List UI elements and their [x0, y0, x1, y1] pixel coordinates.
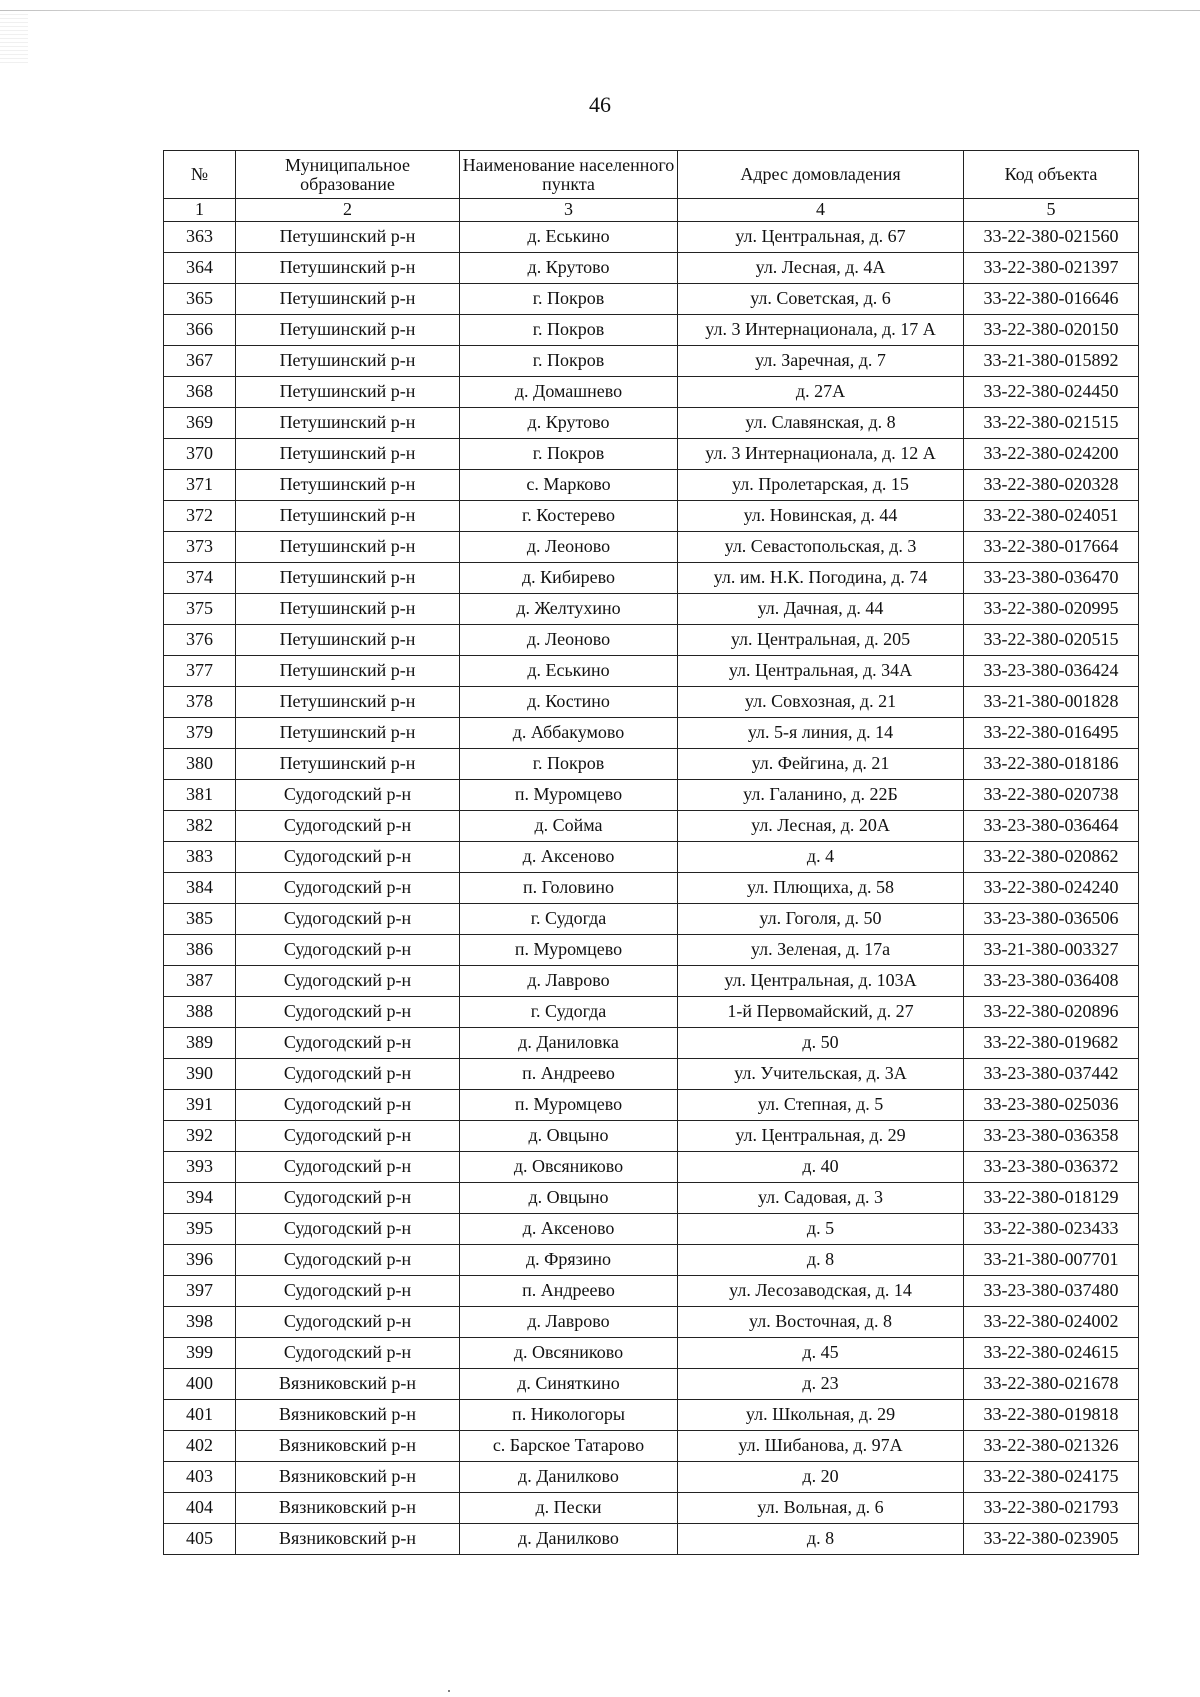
cell-address: д. 8	[678, 1524, 964, 1555]
cell-municipality: Петушинский р-н	[236, 408, 460, 439]
cell-settlement: д. Овцыно	[460, 1183, 678, 1214]
cell-settlement: д. Аксеново	[460, 842, 678, 873]
cell-address: ул. Плющиха, д. 58	[678, 873, 964, 904]
cell-municipality: Вязниковский р-н	[236, 1431, 460, 1462]
cell-number: 364	[164, 253, 236, 284]
cell-object-code: 33-22-380-019818	[964, 1400, 1139, 1431]
cell-object-code: 33-23-380-036506	[964, 904, 1139, 935]
cell-number: 390	[164, 1059, 236, 1090]
cell-municipality: Петушинский р-н	[236, 532, 460, 563]
cell-object-code: 33-22-380-018186	[964, 749, 1139, 780]
cell-object-code: 33-21-380-007701	[964, 1245, 1139, 1276]
cell-object-code: 33-23-380-036372	[964, 1152, 1139, 1183]
cell-address: 1-й Первомайский, д. 27	[678, 997, 964, 1028]
cell-municipality: Вязниковский р-н	[236, 1524, 460, 1555]
cell-address: ул. Лесная, д. 20А	[678, 811, 964, 842]
cell-address: ул. Совхозная, д. 21	[678, 687, 964, 718]
cell-address: д. 5	[678, 1214, 964, 1245]
cell-number: 401	[164, 1400, 236, 1431]
cell-address: ул. Школьная, д. 29	[678, 1400, 964, 1431]
table-row	[164, 1121, 1139, 1152]
cell-address: д. 40	[678, 1152, 964, 1183]
cell-number: 371	[164, 470, 236, 501]
table-row	[164, 1369, 1139, 1400]
cell-number: 383	[164, 842, 236, 873]
table-row	[164, 501, 1139, 532]
cell-municipality: Петушинский р-н	[236, 625, 460, 656]
cell-object-code: 33-23-380-025036	[964, 1090, 1139, 1121]
cell-municipality: Петушинский р-н	[236, 749, 460, 780]
cell-municipality: Вязниковский р-н	[236, 1493, 460, 1524]
cell-municipality: Петушинский р-н	[236, 687, 460, 718]
cell-settlement: г. Покров	[460, 749, 678, 780]
cell-number: 404	[164, 1493, 236, 1524]
cell-number: 378	[164, 687, 236, 718]
cell-settlement: д. Синяткино	[460, 1369, 678, 1400]
cell-number: 398	[164, 1307, 236, 1338]
cell-settlement: п. Андреево	[460, 1059, 678, 1090]
cell-object-code: 33-22-380-020896	[964, 997, 1139, 1028]
cell-object-code: 33-22-380-021793	[964, 1493, 1139, 1524]
cell-address: ул. Гоголя, д. 50	[678, 904, 964, 935]
cell-municipality: Судогодский р-н	[236, 842, 460, 873]
table-row	[164, 377, 1139, 408]
cell-address: ул. Центральная, д. 67	[678, 222, 964, 253]
table-row	[164, 749, 1139, 780]
cell-number: 365	[164, 284, 236, 315]
cell-object-code: 33-23-380-036424	[964, 656, 1139, 687]
column-number: 4	[678, 199, 964, 222]
cell-number: 368	[164, 377, 236, 408]
cell-municipality: Петушинский р-н	[236, 656, 460, 687]
cell-settlement: д. Овцыно	[460, 1121, 678, 1152]
cell-object-code: 33-22-380-020150	[964, 315, 1139, 346]
cell-settlement: д. Аксеново	[460, 1214, 678, 1245]
cell-number: 381	[164, 780, 236, 811]
cell-object-code: 33-23-380-037480	[964, 1276, 1139, 1307]
cell-municipality: Петушинский р-н	[236, 377, 460, 408]
cell-number: 395	[164, 1214, 236, 1245]
cell-municipality: Вязниковский р-н	[236, 1462, 460, 1493]
cell-municipality: Петушинский р-н	[236, 470, 460, 501]
scan-artifact	[0, 14, 28, 64]
table-row	[164, 873, 1139, 904]
cell-address: ул. Галанино, д. 22Б	[678, 780, 964, 811]
table-row	[164, 253, 1139, 284]
cell-settlement: д. Пески	[460, 1493, 678, 1524]
cell-number: 379	[164, 718, 236, 749]
table-row	[164, 1431, 1139, 1462]
cell-object-code: 33-22-380-020328	[964, 470, 1139, 501]
cell-municipality: Судогодский р-н	[236, 1059, 460, 1090]
cell-object-code: 33-23-380-036470	[964, 563, 1139, 594]
cell-settlement: д. Данилково	[460, 1524, 678, 1555]
page-number: 46	[589, 92, 611, 117]
cell-settlement: д. Еськино	[460, 656, 678, 687]
table-row	[164, 780, 1139, 811]
cell-settlement: д. Кибирево	[460, 563, 678, 594]
cell-municipality: Судогодский р-н	[236, 1338, 460, 1369]
table-row	[164, 1524, 1139, 1555]
cell-object-code: 33-22-380-017664	[964, 532, 1139, 563]
cell-object-code: 33-22-380-024200	[964, 439, 1139, 470]
cell-object-code: 33-22-380-024175	[964, 1462, 1139, 1493]
cell-number: 391	[164, 1090, 236, 1121]
cell-number: 375	[164, 594, 236, 625]
table-row	[164, 315, 1139, 346]
table-row	[164, 470, 1139, 501]
cell-address: ул. Вольная, д. 6	[678, 1493, 964, 1524]
cell-municipality: Петушинский р-н	[236, 501, 460, 532]
cell-number: 363	[164, 222, 236, 253]
cell-address: ул. 3 Интернационала, д. 12 А	[678, 439, 964, 470]
cell-settlement: г. Покров	[460, 315, 678, 346]
cell-settlement: д. Овсяниково	[460, 1152, 678, 1183]
cell-settlement: г. Покров	[460, 346, 678, 377]
table-row	[164, 284, 1139, 315]
cell-number: 380	[164, 749, 236, 780]
cell-number: 367	[164, 346, 236, 377]
cell-settlement: г. Судогда	[460, 997, 678, 1028]
column-number-row	[164, 199, 1139, 222]
cell-municipality: Петушинский р-н	[236, 315, 460, 346]
table-body	[164, 222, 1139, 1555]
cell-municipality: Петушинский р-н	[236, 346, 460, 377]
cell-municipality: Судогодский р-н	[236, 811, 460, 842]
cell-object-code: 33-21-380-015892	[964, 346, 1139, 377]
cell-address: ул. Славянская, д. 8	[678, 408, 964, 439]
cell-municipality: Судогодский р-н	[236, 1214, 460, 1245]
cell-settlement: д. Сойма	[460, 811, 678, 842]
cell-municipality: Петушинский р-н	[236, 718, 460, 749]
cell-number: 386	[164, 935, 236, 966]
cell-municipality: Судогодский р-н	[236, 966, 460, 997]
cell-address: д. 8	[678, 1245, 964, 1276]
cell-municipality: Петушинский р-н	[236, 284, 460, 315]
cell-object-code: 33-22-380-023905	[964, 1524, 1139, 1555]
table-row	[164, 842, 1139, 873]
table-row	[164, 1276, 1139, 1307]
table-row	[164, 1183, 1139, 1214]
cell-municipality: Судогодский р-н	[236, 780, 460, 811]
cell-municipality: Судогодский р-н	[236, 1307, 460, 1338]
cell-address: ул. Новинская, д. 44	[678, 501, 964, 532]
cell-object-code: 33-22-380-021678	[964, 1369, 1139, 1400]
cell-address: ул. Заречная, д. 7	[678, 346, 964, 377]
cell-number: 399	[164, 1338, 236, 1369]
cell-number: 402	[164, 1431, 236, 1462]
cell-address: ул. Лесозаводская, д. 14	[678, 1276, 964, 1307]
cell-object-code: 33-22-380-021515	[964, 408, 1139, 439]
table-row	[164, 1400, 1139, 1431]
cell-number: 366	[164, 315, 236, 346]
cell-municipality: Петушинский р-н	[236, 439, 460, 470]
cell-number: 400	[164, 1369, 236, 1400]
scan-speck	[448, 1690, 450, 1692]
cell-municipality: Вязниковский р-н	[236, 1369, 460, 1400]
table-row	[164, 594, 1139, 625]
cell-address: ул. Шибанова, д. 97А	[678, 1431, 964, 1462]
table-row	[164, 997, 1139, 1028]
cell-number: 387	[164, 966, 236, 997]
cell-address: д. 50	[678, 1028, 964, 1059]
cell-municipality: Судогодский р-н	[236, 935, 460, 966]
cell-object-code: 33-22-380-019682	[964, 1028, 1139, 1059]
cell-settlement: п. Муромцево	[460, 780, 678, 811]
cell-address: д. 45	[678, 1338, 964, 1369]
cell-settlement: д. Леоново	[460, 625, 678, 656]
table-row	[164, 1338, 1139, 1369]
cell-number: 385	[164, 904, 236, 935]
cell-object-code: 33-22-380-024051	[964, 501, 1139, 532]
cell-object-code: 33-22-380-024450	[964, 377, 1139, 408]
cell-address: ул. им. Н.К. Погодина, д. 74	[678, 563, 964, 594]
cell-settlement: п. Никологоры	[460, 1400, 678, 1431]
cell-municipality: Вязниковский р-н	[236, 1400, 460, 1431]
cell-address: ул. Центральная, д. 103А	[678, 966, 964, 997]
cell-settlement: п. Головино	[460, 873, 678, 904]
cell-settlement: д. Желтухино	[460, 594, 678, 625]
cell-municipality: Петушинский р-н	[236, 563, 460, 594]
cell-address: ул. Центральная, д. 29	[678, 1121, 964, 1152]
table-row	[164, 346, 1139, 377]
cell-municipality: Судогодский р-н	[236, 1245, 460, 1276]
cell-object-code: 33-23-380-036464	[964, 811, 1139, 842]
cell-object-code: 33-22-380-021326	[964, 1431, 1139, 1462]
cell-object-code: 33-23-380-037442	[964, 1059, 1139, 1090]
cell-settlement: д. Лаврово	[460, 1307, 678, 1338]
table-row	[164, 563, 1139, 594]
cell-municipality: Судогодский р-н	[236, 1121, 460, 1152]
cell-address: ул. Центральная, д. 34А	[678, 656, 964, 687]
cell-number: 397	[164, 1276, 236, 1307]
cell-number: 392	[164, 1121, 236, 1152]
cell-settlement: п. Андреево	[460, 1276, 678, 1307]
cell-municipality: Судогодский р-н	[236, 1090, 460, 1121]
cell-municipality: Судогодский р-н	[236, 1028, 460, 1059]
cell-address: ул. Восточная, д. 8	[678, 1307, 964, 1338]
cell-object-code: 33-22-380-024002	[964, 1307, 1139, 1338]
cell-municipality: Петушинский р-н	[236, 594, 460, 625]
table-row	[164, 532, 1139, 563]
table-row	[164, 687, 1139, 718]
cell-object-code: 33-22-380-021560	[964, 222, 1139, 253]
cell-address: ул. Дачная, д. 44	[678, 594, 964, 625]
cell-settlement: д. Фрязино	[460, 1245, 678, 1276]
column-header-address: Адрес домовладения	[678, 151, 964, 199]
cell-object-code: 33-22-380-023433	[964, 1214, 1139, 1245]
cell-settlement: с. Марково	[460, 470, 678, 501]
cell-number: 388	[164, 997, 236, 1028]
cell-number: 376	[164, 625, 236, 656]
cell-address: ул. Степная, д. 5	[678, 1090, 964, 1121]
cell-number: 394	[164, 1183, 236, 1214]
column-number: 5	[964, 199, 1139, 222]
cell-object-code: 33-22-380-016495	[964, 718, 1139, 749]
cell-object-code: 33-21-380-003327	[964, 935, 1139, 966]
cell-municipality: Судогодский р-н	[236, 873, 460, 904]
cell-municipality: Петушинский р-н	[236, 253, 460, 284]
table-row	[164, 1028, 1139, 1059]
table-row	[164, 439, 1139, 470]
registry-table	[163, 150, 1139, 1555]
table-row	[164, 966, 1139, 997]
cell-address: д. 23	[678, 1369, 964, 1400]
cell-settlement: д. Лаврово	[460, 966, 678, 997]
cell-settlement: г. Покров	[460, 439, 678, 470]
cell-address: д. 27А	[678, 377, 964, 408]
cell-address: ул. Лесная, д. 4А	[678, 253, 964, 284]
table-row	[164, 1090, 1139, 1121]
cell-settlement: г. Покров	[460, 284, 678, 315]
cell-number: 405	[164, 1524, 236, 1555]
column-header-object-code: Код объекта	[964, 151, 1139, 199]
cell-settlement: д. Овсяниково	[460, 1338, 678, 1369]
cell-settlement: д. Крутово	[460, 253, 678, 284]
table-row	[164, 935, 1139, 966]
table-row	[164, 1493, 1139, 1524]
cell-municipality: Судогодский р-н	[236, 997, 460, 1028]
cell-object-code: 33-22-380-016646	[964, 284, 1139, 315]
cell-object-code: 33-22-380-021397	[964, 253, 1139, 284]
cell-settlement: д. Леоново	[460, 532, 678, 563]
cell-address: ул. Фейгина, д. 21	[678, 749, 964, 780]
cell-municipality: Петушинский р-н	[236, 222, 460, 253]
cell-settlement: д. Аббакумово	[460, 718, 678, 749]
cell-settlement: г. Костерево	[460, 501, 678, 532]
cell-settlement: д. Еськино	[460, 222, 678, 253]
table-row	[164, 1245, 1139, 1276]
cell-object-code: 33-23-380-036358	[964, 1121, 1139, 1152]
cell-object-code: 33-23-380-036408	[964, 966, 1139, 997]
cell-address: ул. Садовая, д. 3	[678, 1183, 964, 1214]
cell-object-code: 33-21-380-001828	[964, 687, 1139, 718]
column-header-number: №	[164, 151, 236, 199]
cell-object-code: 33-22-380-020738	[964, 780, 1139, 811]
table-row	[164, 718, 1139, 749]
cell-settlement: д. Костино	[460, 687, 678, 718]
cell-object-code: 33-22-380-020515	[964, 625, 1139, 656]
cell-address: ул. 5-я линия, д. 14	[678, 718, 964, 749]
column-number: 3	[460, 199, 678, 222]
cell-number: 372	[164, 501, 236, 532]
table-row	[164, 1059, 1139, 1090]
cell-settlement: д. Даниловка	[460, 1028, 678, 1059]
table-row	[164, 222, 1139, 253]
table-row	[164, 1214, 1139, 1245]
cell-municipality: Судогодский р-н	[236, 1152, 460, 1183]
cell-address: ул. Советская, д. 6	[678, 284, 964, 315]
cell-object-code: 33-22-380-020862	[964, 842, 1139, 873]
cell-number: 373	[164, 532, 236, 563]
table-row	[164, 625, 1139, 656]
cell-number: 370	[164, 439, 236, 470]
column-header-municipality: Муниципальное образование	[236, 151, 460, 199]
cell-number: 374	[164, 563, 236, 594]
cell-object-code: 33-22-380-024615	[964, 1338, 1139, 1369]
table-row	[164, 1307, 1139, 1338]
cell-object-code: 33-22-380-020995	[964, 594, 1139, 625]
table-row	[164, 1152, 1139, 1183]
cell-address: ул. Учительская, д. 3А	[678, 1059, 964, 1090]
cell-settlement: п. Муромцево	[460, 935, 678, 966]
cell-address: ул. Пролетарская, д. 15	[678, 470, 964, 501]
cell-number: 403	[164, 1462, 236, 1493]
cell-number: 382	[164, 811, 236, 842]
cell-municipality: Судогодский р-н	[236, 1276, 460, 1307]
table-row	[164, 904, 1139, 935]
cell-settlement: д. Домашнево	[460, 377, 678, 408]
cell-municipality: Судогодский р-н	[236, 1183, 460, 1214]
cell-address: ул. 3 Интернационала, д. 17 А	[678, 315, 964, 346]
cell-object-code: 33-22-380-018129	[964, 1183, 1139, 1214]
cell-number: 377	[164, 656, 236, 687]
table-row	[164, 656, 1139, 687]
cell-number: 369	[164, 408, 236, 439]
cell-settlement: д. Крутово	[460, 408, 678, 439]
cell-municipality: Судогодский р-н	[236, 904, 460, 935]
table-row	[164, 811, 1139, 842]
cell-number: 393	[164, 1152, 236, 1183]
table-row	[164, 408, 1139, 439]
column-number: 1	[164, 199, 236, 222]
cell-address: д. 4	[678, 842, 964, 873]
cell-number: 384	[164, 873, 236, 904]
table-row	[164, 1462, 1139, 1493]
column-header-settlement: Наименование населенного пункта	[460, 151, 678, 199]
cell-number: 389	[164, 1028, 236, 1059]
cell-number: 396	[164, 1245, 236, 1276]
table-header-row	[164, 151, 1139, 199]
cell-address: д. 20	[678, 1462, 964, 1493]
cell-settlement: п. Муромцево	[460, 1090, 678, 1121]
cell-settlement: с. Барское Татарово	[460, 1431, 678, 1462]
cell-object-code: 33-22-380-024240	[964, 873, 1139, 904]
cell-address: ул. Зеленая, д. 17а	[678, 935, 964, 966]
cell-address: ул. Центральная, д. 205	[678, 625, 964, 656]
cell-settlement: г. Судогда	[460, 904, 678, 935]
scan-edge	[0, 10, 1200, 11]
cell-address: ул. Севастопольская, д. 3	[678, 532, 964, 563]
cell-settlement: д. Данилково	[460, 1462, 678, 1493]
column-number: 2	[236, 199, 460, 222]
